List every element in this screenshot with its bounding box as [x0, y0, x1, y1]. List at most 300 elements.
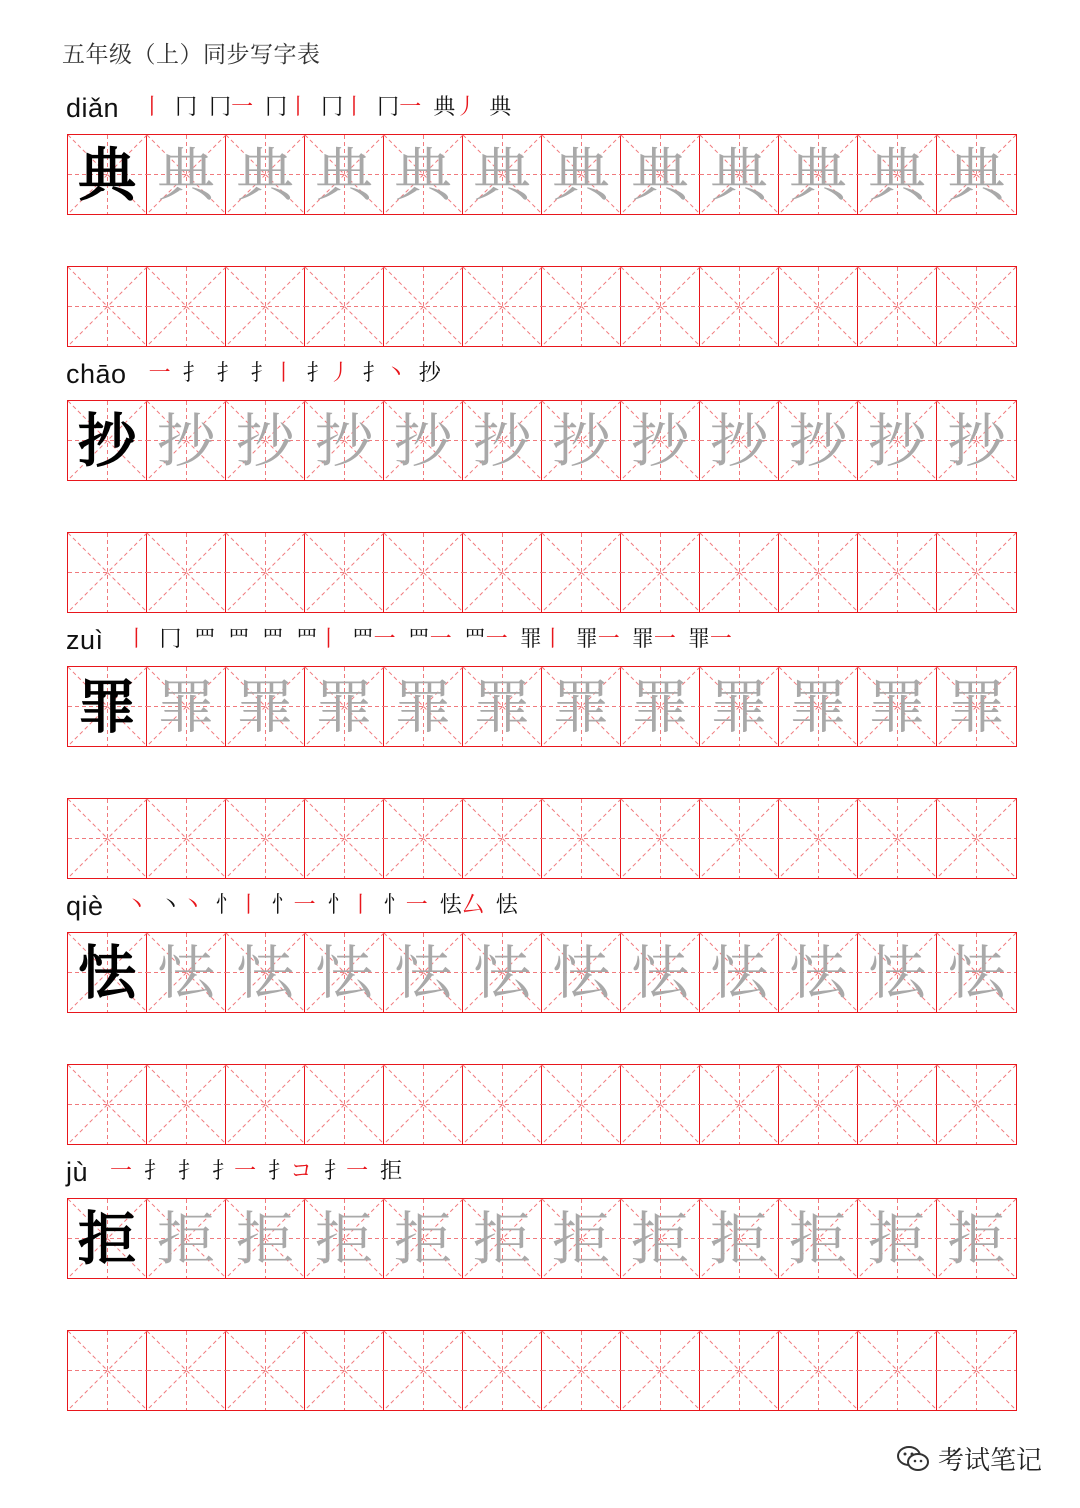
practice-cell[interactable] [621, 267, 700, 346]
stroke-prev: 罪 [519, 627, 542, 652]
practice-cell[interactable] [779, 533, 858, 612]
trace-cell[interactable] [779, 1199, 858, 1278]
pinyin-stroke-line [66, 1152, 402, 1192]
pinyin: chāo [66, 358, 127, 389]
mi-grid-guides [226, 533, 305, 612]
stroke-new: 丶 [181, 893, 204, 918]
model-character: 抄 [77, 406, 136, 475]
mi-grid-guides [621, 799, 700, 878]
stroke-new: 一 [110, 1159, 133, 1184]
mi-grid-guides [542, 267, 621, 346]
stroke-new: 一 [429, 627, 452, 652]
practice-cell[interactable] [779, 799, 858, 878]
trace-character: 罪 [551, 672, 610, 741]
mi-grid-guides [226, 799, 305, 878]
trace-cell[interactable] [147, 1199, 226, 1278]
stroke-prev: 冂 [159, 627, 182, 652]
practice-cell[interactable] [68, 267, 147, 346]
stroke-step [160, 629, 182, 651]
practice-cell[interactable] [542, 1065, 621, 1144]
trace-cell[interactable] [463, 667, 542, 746]
trace-cell[interactable] [700, 1199, 779, 1278]
trace-cell[interactable] [226, 667, 305, 746]
stroke-step [216, 895, 260, 917]
model-cell[interactable] [68, 933, 147, 1012]
trace-character: 拒 [630, 1204, 689, 1273]
trace-cell[interactable] [937, 933, 1016, 1012]
stroke-step [408, 629, 452, 651]
stroke-prev: 忄 [327, 893, 350, 918]
practice-cell[interactable] [384, 799, 463, 878]
trace-cell[interactable] [858, 667, 937, 746]
trace-character: 抄 [551, 406, 610, 475]
stroke-prev: 冂 [321, 95, 344, 120]
stroke-order [126, 895, 518, 917]
stroke-step [384, 895, 428, 917]
trace-cell[interactable] [384, 401, 463, 480]
practice-cell[interactable] [779, 1065, 858, 1144]
practice-cell[interactable] [384, 1065, 463, 1144]
stroke-step [265, 97, 309, 119]
practice-cell[interactable] [937, 267, 1016, 346]
practice-cell[interactable] [68, 1331, 147, 1410]
mi-grid-guides [937, 533, 1016, 612]
trace-character: 抄 [630, 406, 689, 475]
mi-grid-guides [305, 1331, 384, 1410]
stroke-step [419, 363, 441, 385]
trace-cell[interactable] [779, 135, 858, 214]
practice-cell[interactable] [68, 1065, 147, 1144]
trace-cell[interactable] [147, 933, 226, 1012]
stroke-step [576, 629, 620, 651]
practice-cell[interactable] [937, 533, 1016, 612]
trace-character: 典 [947, 140, 1006, 209]
practice-cell[interactable] [68, 799, 147, 878]
practice-cell[interactable] [305, 533, 384, 612]
stroke-step [178, 1161, 200, 1183]
trace-cell[interactable] [147, 135, 226, 214]
trace-character: 抄 [472, 406, 531, 475]
mi-grid-guides [305, 267, 384, 346]
practice-cell[interactable] [68, 533, 147, 612]
mi-grid-guides [147, 267, 226, 346]
trace-cell[interactable] [384, 667, 463, 746]
practice-cell[interactable] [226, 533, 305, 612]
practice-cell[interactable] [542, 1331, 621, 1410]
trace-character: 拒 [947, 1204, 1006, 1273]
stroke-new: 丿 [455, 95, 478, 120]
practice-row [67, 798, 1017, 879]
stroke-step [632, 629, 676, 651]
stroke-prev: 罒 [295, 627, 318, 652]
stroke-step [433, 97, 477, 119]
trace-character: 怯 [947, 938, 1006, 1007]
stroke-prev: 罒 [407, 627, 430, 652]
practice-cell[interactable] [226, 799, 305, 878]
trace-character: 抄 [867, 406, 926, 475]
trace-character: 罪 [947, 672, 1006, 741]
trace-character: 罪 [393, 672, 452, 741]
trace-character: 抄 [156, 406, 215, 475]
trace-cell[interactable] [858, 1199, 937, 1278]
stroke-prev: 罪 [575, 627, 598, 652]
practice-cell[interactable] [779, 1331, 858, 1410]
model-cell[interactable] [68, 401, 147, 480]
mi-grid-guides [937, 1065, 1016, 1144]
page-title: 五年级（上）同步写字表 [62, 42, 321, 68]
mi-grid-guides [68, 799, 147, 878]
trace-cell[interactable] [858, 933, 937, 1012]
mi-grid-guides [226, 1065, 305, 1144]
trace-character: 拒 [551, 1204, 610, 1273]
trace-character: 典 [788, 140, 847, 209]
trace-character: 怯 [788, 938, 847, 1007]
practice-cell[interactable] [463, 267, 542, 346]
practice-cell[interactable] [305, 1331, 384, 1410]
mi-grid-guides [542, 799, 621, 878]
mi-grid-guides [463, 799, 542, 878]
stroke-prev: 典 [433, 95, 456, 120]
practice-cell[interactable] [937, 1331, 1016, 1410]
stroke-step [377, 97, 421, 119]
stroke-step [352, 629, 396, 651]
mi-grid-guides [621, 1331, 700, 1410]
trace-cell[interactable] [700, 135, 779, 214]
practice-cell[interactable] [542, 267, 621, 346]
stroke-new: 丿 [328, 361, 351, 386]
stroke-step [126, 895, 148, 917]
pinyin: jù [66, 1156, 89, 1187]
practice-cell[interactable] [542, 533, 621, 612]
trace-cell[interactable] [463, 933, 542, 1012]
trace-cell[interactable] [305, 135, 384, 214]
stroke-prev: 罒 [351, 627, 374, 652]
mi-grid-guides [384, 799, 463, 878]
trace-cell[interactable] [226, 933, 305, 1012]
trace-character: 抄 [709, 406, 768, 475]
mi-grid-guides [621, 267, 700, 346]
trace-cell[interactable] [463, 401, 542, 480]
stroke-prev: 扌 [324, 1159, 347, 1184]
practice-cell[interactable] [463, 1331, 542, 1410]
practice-cell[interactable] [858, 1065, 937, 1144]
mi-grid-guides [621, 1065, 700, 1144]
stroke-prev: 典 [489, 95, 512, 120]
practice-cell[interactable] [305, 267, 384, 346]
stroke-new: 丶 [125, 893, 148, 918]
practice-cell[interactable] [384, 533, 463, 612]
trace-character: 典 [156, 140, 215, 209]
stroke-new: 一 [597, 627, 620, 652]
pinyin: qiè [66, 890, 104, 921]
mi-grid-guides [858, 799, 937, 878]
practice-cell[interactable] [147, 267, 226, 346]
trace-cell[interactable] [305, 933, 384, 1012]
practice-cell[interactable] [700, 1065, 779, 1144]
stroke-prev: 扌 [306, 361, 329, 386]
stroke-step [489, 97, 511, 119]
mi-grid-guides [305, 533, 384, 612]
stroke-new: 一 [709, 627, 732, 652]
trace-cell[interactable] [463, 135, 542, 214]
mi-grid-guides [305, 1065, 384, 1144]
trace-character: 怯 [709, 938, 768, 1007]
tracing-row [67, 932, 1017, 1013]
watermark-text: 考试笔记 [937, 1446, 1042, 1476]
trace-cell[interactable] [384, 933, 463, 1012]
trace-cell[interactable] [305, 401, 384, 480]
trace-cell[interactable] [700, 667, 779, 746]
trace-character: 抄 [947, 406, 1006, 475]
mi-grid-guides [858, 533, 937, 612]
practice-row [67, 266, 1017, 347]
practice-cell[interactable] [858, 799, 937, 878]
mi-grid-guides [147, 533, 226, 612]
stroke-prev: 罪 [687, 627, 710, 652]
stroke-prev: 拒 [380, 1159, 403, 1184]
stroke-new: 一 [485, 627, 508, 652]
practice-cell[interactable] [226, 1331, 305, 1410]
practice-cell[interactable] [226, 267, 305, 346]
trace-cell[interactable] [621, 933, 700, 1012]
trace-character: 典 [472, 140, 531, 209]
trace-cell[interactable] [542, 667, 621, 746]
stroke-new: 一 [405, 893, 428, 918]
stroke-step [328, 895, 372, 917]
mi-grid-guides [463, 533, 542, 612]
practice-cell[interactable] [384, 267, 463, 346]
stroke-step [141, 97, 163, 119]
trace-character: 拒 [235, 1204, 294, 1273]
practice-cell[interactable] [937, 1065, 1016, 1144]
trace-character: 罪 [472, 672, 531, 741]
trace-cell[interactable] [700, 401, 779, 480]
stroke-step [160, 895, 204, 917]
trace-cell[interactable] [779, 933, 858, 1012]
stroke-step [126, 629, 148, 651]
practice-cell[interactable] [305, 1065, 384, 1144]
mi-grid-guides [858, 1065, 937, 1144]
model-character: 拒 [77, 1204, 136, 1273]
trace-character: 罪 [867, 672, 926, 741]
tracing-row [67, 666, 1017, 747]
stroke-step [324, 1161, 368, 1183]
practice-cell[interactable] [621, 1331, 700, 1410]
trace-cell[interactable] [621, 401, 700, 480]
practice-cell[interactable] [858, 1331, 937, 1410]
trace-cell[interactable] [542, 135, 621, 214]
practice-cell[interactable] [621, 799, 700, 878]
trace-cell[interactable] [937, 667, 1016, 746]
trace-cell[interactable] [621, 1199, 700, 1278]
trace-cell[interactable] [226, 135, 305, 214]
trace-character: 罪 [156, 672, 215, 741]
mi-grid-guides [68, 1065, 147, 1144]
mi-grid-guides [779, 799, 858, 878]
pinyin: zuì [66, 624, 104, 655]
trace-cell[interactable] [463, 1199, 542, 1278]
practice-cell[interactable] [779, 267, 858, 346]
trace-cell[interactable] [147, 401, 226, 480]
practice-cell[interactable] [700, 533, 779, 612]
stroke-new: 丨 [349, 893, 372, 918]
trace-character: 怯 [235, 938, 294, 1007]
trace-cell[interactable] [226, 401, 305, 480]
stroke-prev: 扌 [182, 361, 205, 386]
practice-cell[interactable] [305, 799, 384, 878]
stroke-prev: 扌 [144, 1159, 167, 1184]
practice-cell[interactable] [542, 799, 621, 878]
stroke-prev: 抄 [418, 361, 441, 386]
mi-grid-guides [305, 799, 384, 878]
trace-cell[interactable] [384, 135, 463, 214]
mi-grid-guides [542, 1331, 621, 1410]
practice-cell[interactable] [384, 1331, 463, 1410]
trace-cell[interactable] [621, 135, 700, 214]
mi-grid-guides [858, 1331, 937, 1410]
trace-character: 拒 [314, 1204, 373, 1273]
mi-grid-guides [937, 1331, 1016, 1410]
tracing-row [67, 1198, 1017, 1279]
trace-character: 典 [551, 140, 610, 209]
stroke-new: 一 [293, 893, 316, 918]
trace-character: 拒 [156, 1204, 215, 1273]
practice-cell[interactable] [147, 799, 226, 878]
mi-grid-guides [779, 267, 858, 346]
practice-cell[interactable] [700, 799, 779, 878]
model-cell[interactable] [68, 1199, 147, 1278]
trace-character: 典 [235, 140, 294, 209]
stroke-step [464, 629, 508, 651]
trace-character: 抄 [235, 406, 294, 475]
trace-cell[interactable] [542, 933, 621, 1012]
practice-cell[interactable] [621, 533, 700, 612]
stroke-new: 丨 [541, 627, 564, 652]
tracing-row [67, 134, 1017, 215]
trace-character: 怯 [393, 938, 452, 1007]
trace-character: 怯 [867, 938, 926, 1007]
stroke-prev: 罒 [193, 627, 216, 652]
stroke-new: 丨 [141, 95, 164, 120]
practice-cell[interactable] [147, 533, 226, 612]
stroke-new: 丨 [237, 893, 260, 918]
stroke-step [440, 895, 484, 917]
practice-cell[interactable] [463, 533, 542, 612]
stroke-step [251, 363, 295, 385]
trace-character: 拒 [788, 1204, 847, 1273]
stroke-step [268, 1161, 312, 1183]
stroke-new: 厶 [461, 893, 484, 918]
trace-cell[interactable] [700, 933, 779, 1012]
mi-grid-guides [937, 267, 1016, 346]
trace-cell[interactable] [226, 1199, 305, 1278]
stroke-prev: 扌 [216, 361, 239, 386]
trace-cell[interactable] [147, 667, 226, 746]
trace-cell[interactable] [779, 401, 858, 480]
practice-cell[interactable] [463, 1065, 542, 1144]
practice-cell[interactable] [858, 533, 937, 612]
stroke-prev: 扌 [268, 1159, 291, 1184]
mi-grid-guides [700, 533, 779, 612]
trace-cell[interactable] [858, 135, 937, 214]
trace-cell[interactable] [858, 401, 937, 480]
trace-cell[interactable] [542, 1199, 621, 1278]
stroke-prev: 丶 [159, 893, 182, 918]
wechat-icon [896, 1444, 930, 1474]
stroke-new: 丨 [343, 95, 366, 120]
pinyin-stroke-line [66, 620, 732, 660]
pinyin-stroke-line [66, 886, 518, 926]
trace-character: 罪 [314, 672, 373, 741]
trace-character: 拒 [472, 1204, 531, 1273]
mi-grid-guides [700, 799, 779, 878]
practice-cell[interactable] [226, 1065, 305, 1144]
mi-grid-guides [779, 533, 858, 612]
trace-character: 拒 [709, 1204, 768, 1273]
trace-character: 怯 [630, 938, 689, 1007]
stroke-prev: 冂 [175, 95, 198, 120]
stroke-step [110, 1161, 132, 1183]
stroke-step [262, 629, 284, 651]
pinyin: diǎn [66, 92, 120, 123]
stroke-prev: 扌 [250, 361, 273, 386]
trace-character: 罪 [235, 672, 294, 741]
model-cell[interactable] [68, 135, 147, 214]
practice-cell[interactable] [700, 267, 779, 346]
trace-cell[interactable] [305, 1199, 384, 1278]
stroke-prev: 忄 [383, 893, 406, 918]
trace-cell[interactable] [937, 1199, 1016, 1278]
stroke-step [212, 1161, 256, 1183]
stroke-prev: 怯 [495, 893, 518, 918]
trace-cell[interactable] [542, 401, 621, 480]
practice-cell[interactable] [147, 1065, 226, 1144]
stroke-prev: 冂 [209, 95, 232, 120]
stroke-prev: 怯 [439, 893, 462, 918]
stroke-prev: 罪 [631, 627, 654, 652]
practice-cell[interactable] [621, 1065, 700, 1144]
practice-cell[interactable] [858, 267, 937, 346]
stroke-new: 一 [148, 361, 171, 386]
mi-grid-guides [68, 1331, 147, 1410]
practice-cell[interactable] [937, 799, 1016, 878]
trace-cell[interactable] [937, 401, 1016, 480]
practice-cell[interactable] [463, 799, 542, 878]
trace-cell[interactable] [621, 667, 700, 746]
stroke-prev: 罒 [227, 627, 250, 652]
stroke-step [321, 97, 365, 119]
tracing-row [67, 400, 1017, 481]
mi-grid-guides [384, 533, 463, 612]
stroke-step [175, 97, 197, 119]
mi-grid-guides [542, 1065, 621, 1144]
trace-cell[interactable] [779, 667, 858, 746]
trace-cell[interactable] [384, 1199, 463, 1278]
stroke-step [149, 363, 171, 385]
trace-cell[interactable] [937, 135, 1016, 214]
mi-grid-guides [68, 533, 147, 612]
practice-cell[interactable] [700, 1331, 779, 1410]
trace-character: 拒 [867, 1204, 926, 1273]
mi-grid-guides [779, 1065, 858, 1144]
practice-row [67, 1330, 1017, 1411]
model-cell[interactable] [68, 667, 147, 746]
trace-character: 抄 [393, 406, 452, 475]
trace-cell[interactable] [305, 667, 384, 746]
trace-character: 典 [709, 140, 768, 209]
practice-cell[interactable] [147, 1331, 226, 1410]
stroke-step [194, 629, 216, 651]
